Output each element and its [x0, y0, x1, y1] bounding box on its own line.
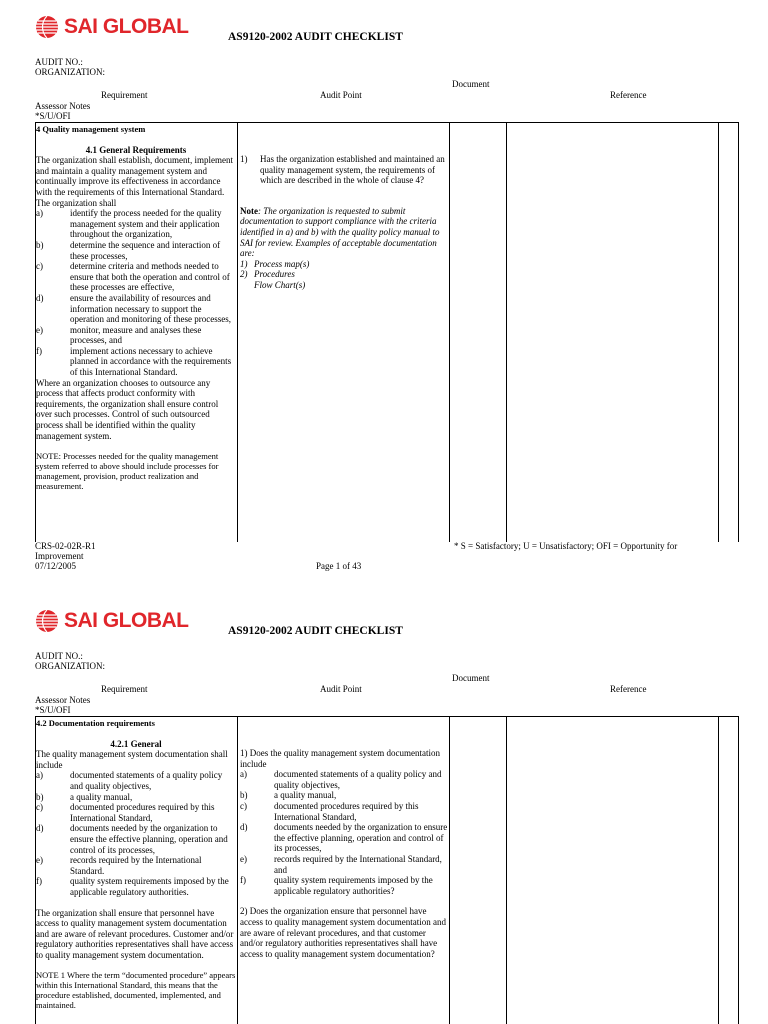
section-heading: 4.2 Documentation requirements: [36, 718, 155, 728]
list-item: a) documented statements of a quality policy and quality objectives,: [240, 769, 442, 790]
list-item: a) documented statements of a quality policy and quality objectives,: [36, 770, 223, 791]
subsection-heading: 4.2.1 General: [110, 738, 162, 749]
globe-logo-icon: [35, 15, 59, 39]
outsource-paragraph: Where an organization chooses to outsource any process that affects product conformity with requirements, the organization shall ensure control over such processes. Control of such outsourced process shall be identified within the quality management system.: [36, 377, 219, 441]
list-item: e) monitor, measure and analyses these processes, and: [36, 324, 202, 346]
sai-global-logo: [35, 608, 189, 634]
audit-no-label: AUDIT NO.:: [35, 651, 83, 661]
column-header-sfi: *S/U/OFI: [35, 111, 71, 121]
column-divider: [738, 716, 739, 1024]
column-divider: [506, 122, 507, 542]
checklist-table: [35, 716, 739, 1024]
column-divider: [237, 122, 238, 542]
sai-global-logo: [35, 14, 189, 40]
note-paragraph: NOTE: Processes needed for the quality management system referred to above should include processes for management, provision, product realization and measurement.: [36, 451, 219, 492]
column-header-assessor-notes: Assessor Notes: [35, 695, 91, 705]
table-top-border: [35, 122, 739, 123]
column-header-assessor-notes: Assessor Notes: [35, 101, 91, 111]
list-item: a) identify the process needed for the quality management system and their application throughout the organization,: [36, 208, 222, 240]
list-item: f) quality system requirements imposed by the applicable regulatory authorities?: [240, 875, 433, 896]
footer-page-number: Page 1 of 43: [316, 561, 362, 571]
checklist-page-2: [0, 594, 768, 1024]
audit-point-cell: [240, 748, 448, 959]
audit-note: Note: The organization is requested to submit documentation to support compliance with the criteria identified in a) and b) with the quality policy manual to SAI for review. Examples of acceptable documentation are:: [240, 205, 440, 259]
column-header-reference: Reference: [610, 90, 647, 100]
column-divider: [237, 716, 238, 1024]
audit-question: 1) Has the organization established and maintained an quality management system, the requirements of which are described in the whole of clause 4?: [240, 154, 445, 186]
footer-form-code: CRS-02-02R-R1: [35, 541, 96, 551]
requirement-intro: The organization shall establish, document, implement and maintain a quality management system and continually improve its effectiveness in accordance with the requirements of this International Standard.: [36, 155, 234, 197]
section-heading: 4 Quality management system: [36, 124, 146, 134]
organization-label: ORGANIZATION:: [35, 661, 105, 671]
list-item: d) documents needed by the organization to ensure the effective planning, operation and control of its processes,: [240, 822, 448, 854]
list-item: c) documented procedures required by this International Standard,: [240, 800, 419, 822]
page-title: AS9120-2002 AUDIT CHECKLIST: [228, 625, 403, 637]
list-item: b) a quality manual,: [36, 791, 133, 802]
column-header-requirement: Requirement: [101, 90, 148, 100]
list-item: c) determine criteria and methods needed to ensure that both the operation and control of these processes are effective,: [36, 261, 230, 293]
list-item: b) a quality manual,: [240, 790, 337, 801]
list-item: f) quality system requirements imposed by the applicable regulatory authorities.: [36, 876, 229, 897]
requirement-cell: [36, 124, 236, 491]
column-header-sfi: *S/U/OFI: [35, 705, 71, 715]
list-item: 1) Process map(s): [240, 258, 310, 269]
audit-question: 2) Does the organization ensure that personnel have access to quality management system documentation and are aware of relevant procedures, and that customer and/or regulatory authorities representatives shall have access to quality management system documentation?: [240, 906, 446, 959]
list-item: d) ensure the availability of resources and information necessary to support the operation and monitoring of these processes,: [36, 292, 231, 325]
audit-no-label: AUDIT NO.:: [35, 57, 83, 67]
list-item: 2) Procedures: [240, 269, 295, 280]
column-divider: [506, 716, 507, 1024]
checklist-table: [35, 122, 739, 542]
organization-label: ORGANIZATION:: [35, 67, 105, 77]
list-item: e) records required by the International Standard, and: [240, 853, 442, 875]
requirement-cell: [36, 718, 236, 1010]
list-item: e) records required by the International Standard.: [36, 855, 202, 876]
list-item: d) documents needed by the organization to ensure the effective planning, operation and control of its processes,: [36, 823, 228, 855]
column-header-audit-point: Audit Point: [320, 684, 362, 694]
footer-legend: * S = Satisfactory; U = Unsatisfactory; OFI = Opportunity for: [454, 541, 678, 551]
column-header-audit-point: Audit Point: [320, 90, 362, 100]
column-header-document: Document: [452, 673, 490, 683]
note-paragraph: NOTE 1 Where the term “documented procedure” appears within this International Standard, this means that the procedure established, documented, implemented, and maintained.: [36, 970, 236, 1011]
column-header-requirement: Requirement: [101, 684, 148, 694]
list-item: f) implement actions necessary to achieve planned in accordance with the requirements of this International Standard.: [36, 345, 232, 378]
column-divider: [718, 122, 719, 542]
page-title: AS9120-2002 AUDIT CHECKLIST: [228, 31, 403, 43]
audit-point-cell: [240, 154, 447, 291]
requirement-intro: The quality management system documentation shall include: [36, 749, 228, 770]
requirement-shall: The organization shall: [36, 197, 117, 208]
logo-text: SAI GLOBAL: [64, 609, 189, 632]
column-header-document: Document: [452, 79, 490, 89]
subsection-heading: 4.1 General Requirements: [85, 144, 187, 155]
personnel-paragraph: The organization shall ensure that personnel have access to quality management system documentation and are aware of relevant procedures. Customer and/or regulatory authorities representatives shall have access to quality management system documentation.: [36, 907, 234, 960]
column-divider: [738, 122, 739, 542]
flow-chart-item: Flow Chart(s): [254, 279, 306, 290]
footer-improvement: Improvement: [35, 551, 84, 560]
column-divider: [718, 716, 719, 1024]
column-divider: [449, 122, 450, 542]
table-top-border: [35, 716, 739, 717]
column-header-reference: Reference: [610, 684, 647, 694]
audit-question: 1) Does the quality management system documentation include: [240, 748, 440, 769]
list-item: b) determine the sequence and interaction of these processes,: [36, 239, 221, 261]
list-item: c) documented procedures required by this International Standard,: [36, 802, 215, 823]
logo-text: SAI GLOBAL: [64, 15, 189, 38]
globe-logo-icon: [35, 609, 59, 633]
column-divider: [449, 716, 450, 1024]
footer-date: 07/12/2005: [35, 561, 77, 571]
